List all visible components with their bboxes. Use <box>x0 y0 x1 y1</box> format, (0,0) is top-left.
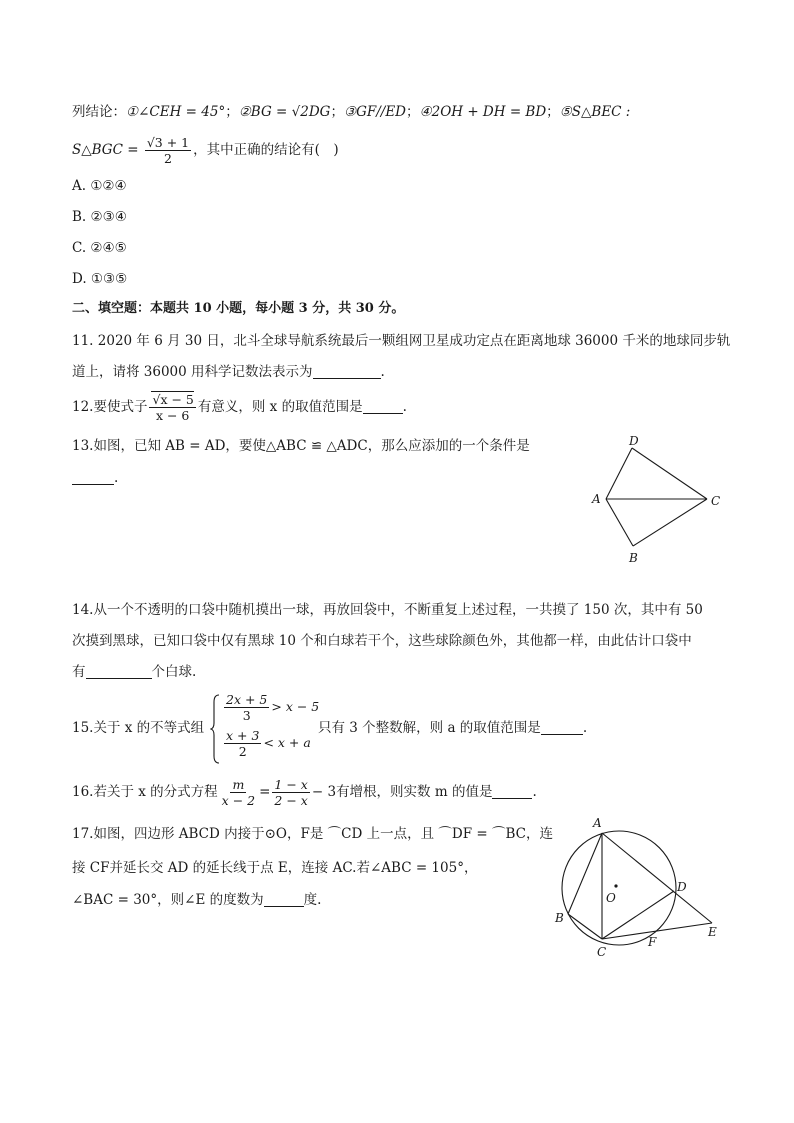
segment-AB <box>568 833 602 914</box>
q10-option-c: C. ②④⑤ <box>72 240 127 256</box>
q17-line-2: 接 CF并延长交 AD 的延长线于点 E，连接 AC.若∠ABC = 105°， <box>72 860 478 876</box>
q15-brace-icon <box>210 694 220 764</box>
q17-label-B: B <box>555 911 564 925</box>
q17-label-F: F <box>648 935 657 949</box>
q16-answer-blank[interactable] <box>492 784 532 799</box>
q11-line-1: 11. 2020 年 6 月 30 日，北斗全球导航系统最后一颗组网卫星成功定点在距离地球 36000 千米的地球同步轨 <box>72 333 731 349</box>
q13-answer-blank[interactable] <box>72 470 114 485</box>
q10-ratio-line <box>72 134 339 166</box>
q14-line-1: 14.从一个不透明的口袋中随机摸出一球，再放回袋中，不断重复上述过程，一共摸了 150 次，其中有 50 <box>72 602 703 618</box>
center-point <box>614 884 617 887</box>
q10-conclusion-4: ④2OH + DH = BD <box>419 104 547 120</box>
q14-answer-blank[interactable] <box>86 664 152 679</box>
q17-line-3: ∠BAC = 30°，则∠E 的度数为 度. <box>72 892 322 908</box>
q13-label-B: B <box>629 551 638 565</box>
q13-figure <box>586 430 726 570</box>
q10-option-b: B. ②③④ <box>72 209 127 225</box>
q10-conclusion-3: ③GF//ED <box>343 104 406 120</box>
q17-figure-lines <box>568 833 712 939</box>
q16-line: 16.若关于 x 的分式方程 $\frac{m}{x - 2}$ = $\frac{1 - x}{2 - x}$ − 3有增根，则实数 m 的值是 . <box>72 777 537 808</box>
q14-line-2: 次摸到黑球，已知口袋中仅有黑球 10 个和白球若干个，这些球除颜色外，其他都一样，由此估计口袋中 <box>72 633 692 649</box>
segment-AD <box>606 448 632 499</box>
segment-BC <box>568 914 602 939</box>
q10-conclusion-2: ②BG = √2DG <box>238 104 331 120</box>
q10-conclusion-5: ⑤S△BEC : <box>559 104 631 120</box>
q14-line-3: 有 个白球. <box>72 664 197 680</box>
q17-answer-blank[interactable] <box>264 892 304 907</box>
q10-ratio-fraction: $\frac{√3 + 1}{2}$ <box>146 135 190 166</box>
section-2-heading: 二、填空题：本题共 10 小题，每小题 3 分，共 30 分。 <box>72 301 405 316</box>
q17-label-C: C <box>597 945 607 959</box>
q15-post: 只有 3 个整数解，则 a 的取值范围是 . <box>318 720 588 736</box>
q15-answer-blank[interactable] <box>541 720 583 735</box>
q11-line-2: 道上，请将 36000 用科学记数法表示为 . <box>72 364 385 380</box>
segment-AE <box>602 833 712 923</box>
q10-question-text: ，其中正确的结论有( ) <box>193 142 339 158</box>
q12-fraction: $\frac{√x - 5}{x - 6}$ <box>149 392 195 423</box>
q15-inequality-2: $\frac{x + 3}{2}$ < x + a <box>226 728 311 759</box>
q17-figure <box>546 816 732 964</box>
q15-inequality-1: $\frac{2x + 5}{3}$ > x − 5 <box>226 692 320 723</box>
q13-line-1: 13.如图，已知 AB = AD，要使△ABC ≌ △ADC，那么应添加的一个条件是 <box>72 438 530 454</box>
q13-line-2: . <box>72 468 118 488</box>
segment-BC <box>633 499 707 546</box>
q13-label-A: A <box>592 492 601 506</box>
q17-label-E: E <box>708 925 717 939</box>
q17-label-A: A <box>593 816 602 830</box>
segment-AB <box>606 499 633 546</box>
q10-intro-text: 列结论： <box>72 104 126 120</box>
q12-line: 12.要使式子 $\frac{√x - 5}{x - 6}$ 有意义，则 x 的取值范围是 . <box>72 392 407 423</box>
q13-label-C: C <box>711 494 721 508</box>
q10-conclusion-1: ①∠CEH = 45° <box>126 104 226 120</box>
segment-DC <box>632 448 707 499</box>
q13-label-D: D <box>629 434 639 448</box>
q15-pre: 15.关于 x 的不等式组 <box>72 720 205 736</box>
q10-conclusions-line: 列结论：①∠CEH = 45°；②BG = √2DG；③GF//ED；④2OH + DH = BD；⑤S△BEC : <box>72 104 631 120</box>
q11-answer-blank[interactable] <box>313 364 381 379</box>
q10-option-d: D. ①③⑤ <box>72 271 128 287</box>
q10-ratio-lhs: S△BGC = <box>72 142 139 158</box>
q17-label-O: O <box>606 891 616 905</box>
segment-CE <box>602 923 712 939</box>
q17-line-1: 17.如图，四边形 ABCD 内接于⊙O，F是 ⌒CD 上一点，且 ⌒DF = ⌒BC，连 <box>72 826 553 842</box>
q17-label-D: D <box>677 880 687 894</box>
q13-figure-lines <box>606 448 707 546</box>
q12-answer-blank[interactable] <box>363 399 403 414</box>
q10-option-a: A. ①②④ <box>72 178 127 194</box>
